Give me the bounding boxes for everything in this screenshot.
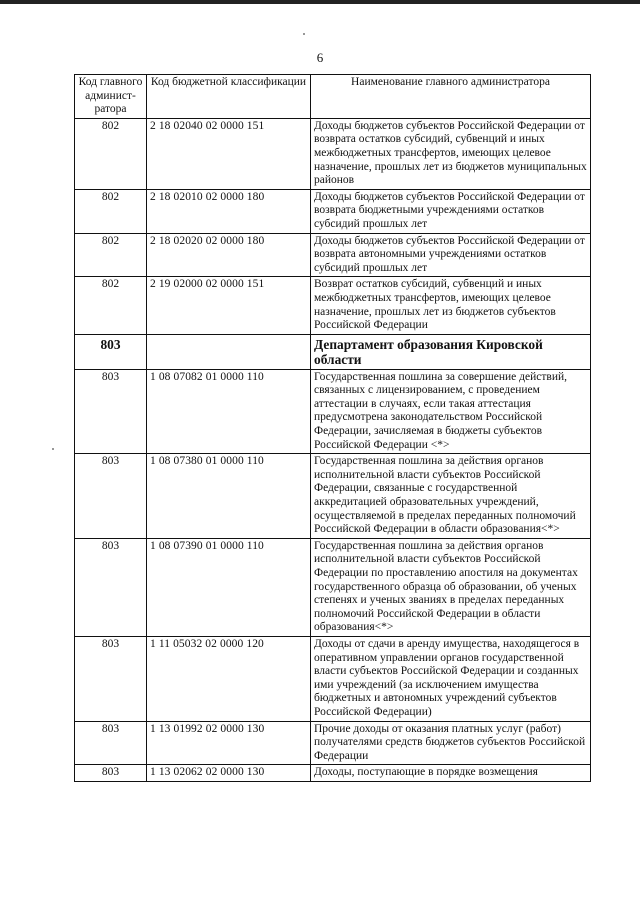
department-name-cell: Департамент образования Кировской области	[311, 334, 591, 369]
table-row	[75, 369, 591, 454]
table-row	[75, 189, 591, 233]
admin-name-cell: Возврат остатков субсидий, субвенций и иных межбюджетных трансфертов, имеющих целевое назначение, прошлых лет из бюджетов субъектов Российской Федерации	[311, 277, 591, 334]
budget-code-cell: 1 13 02062 02 0000 130	[147, 765, 311, 782]
table-row	[75, 765, 591, 782]
admin-code-cell: 803	[75, 369, 147, 454]
table-row	[75, 277, 591, 334]
admin-name-cell: Прочие доходы от оказания платных услуг (работ) получателями средств бюджетов субъектов Российской Федерации	[311, 721, 591, 765]
top-border-rule	[0, 0, 640, 4]
admin-code-cell: 803	[75, 334, 147, 369]
budget-code-cell: 2 18 02040 02 0000 151	[147, 118, 311, 189]
header-budget-code: Код бюджетной классификации	[147, 75, 311, 119]
admin-name-cell: Доходы от сдачи в аренду имущества, находящегося в оперативном управлении органов государственной власти субъектов Российской Федерации и созданных ими учреждений (за исключением имущества бюджетных и автономных учреждений субъектов Российской Федерации)	[311, 636, 591, 721]
department-row	[75, 334, 591, 369]
budget-code-cell: 2 18 02020 02 0000 180	[147, 233, 311, 277]
admin-code-cell: 803	[75, 721, 147, 765]
page-number: 6	[316, 50, 324, 65]
admin-name-cell: Доходы бюджетов субъектов Российской Федерации от возврата бюджетными учреждениями остатков субсидий прошлых лет	[311, 189, 591, 233]
budget-code-cell: 1 08 07390 01 0000 110	[147, 538, 311, 636]
admin-code-cell: 802	[75, 118, 147, 189]
admin-name-cell: Доходы бюджетов субъектов Российской Федерации от возврата остатков субсидий, субвенций и иных межбюджетных трансфертов, имеющих целевое назначение, прошлых лет из бюджетов муниципальных районов	[311, 118, 591, 189]
scan-speck	[52, 448, 54, 450]
admin-code-cell: 803	[75, 636, 147, 721]
admin-code-cell: 803	[75, 538, 147, 636]
admin-code-cell: 802	[75, 189, 147, 233]
budget-code-cell: 1 08 07380 01 0000 110	[147, 454, 311, 539]
table-row	[75, 636, 591, 721]
admin-code-cell: 802	[75, 277, 147, 334]
table-header-row	[75, 75, 591, 119]
budget-code-cell	[147, 334, 311, 369]
table-row	[75, 118, 591, 189]
budget-code-cell: 1 11 05032 02 0000 120	[147, 636, 311, 721]
header-admin-name: Наименование главного администратора	[311, 75, 591, 119]
admin-name-cell: Государственная пошлина за действия органов исполнительной власти субъектов Российской Федерации, связанные с государственной аккредитацией образовательных учреждений, осуществляемой в пределах переданных полномочий Российской Федерации в области образования<*>	[311, 454, 591, 539]
budget-code-cell: 2 18 02010 02 0000 180	[147, 189, 311, 233]
table-row	[75, 721, 591, 765]
revenue-administrators-table	[74, 74, 591, 782]
budget-code-cell: 2 19 02000 02 0000 151	[147, 277, 311, 334]
table-row	[75, 538, 591, 636]
admin-name-cell: Государственная пошлина за совершение действий, связанных с лицензированием, с проведением аттестации в случаях, если такая аттестация предусмотрена законодательством Российской Федерации, зачисляемая в бюджеты субъектов Российской Федерации <*>	[311, 369, 591, 454]
admin-code-cell: 803	[75, 454, 147, 539]
budget-code-cell: 1 13 01992 02 0000 130	[147, 721, 311, 765]
admin-name-cell: Доходы, поступающие в порядке возмещения	[311, 765, 591, 782]
table-row	[75, 233, 591, 277]
admin-code-cell: 802	[75, 233, 147, 277]
admin-name-cell: Государственная пошлина за действия органов исполнительной власти субъектов Российской Федерации по проставлению апостиля на документах государственного образца об образовании, об ученых степенях и ученых званиях в пределах переданных полномочий Российской Федерации в области образования<*>	[311, 538, 591, 636]
header-admin-code: Код главного админист-ратора	[75, 75, 147, 119]
scan-speck	[303, 33, 305, 35]
admin-code-cell: 803	[75, 765, 147, 782]
table-row	[75, 454, 591, 539]
budget-code-cell: 1 08 07082 01 0000 110	[147, 369, 311, 454]
admin-name-cell: Доходы бюджетов субъектов Российской Федерации от возврата автономными учреждениями остатков субсидий прошлых лет	[311, 233, 591, 277]
